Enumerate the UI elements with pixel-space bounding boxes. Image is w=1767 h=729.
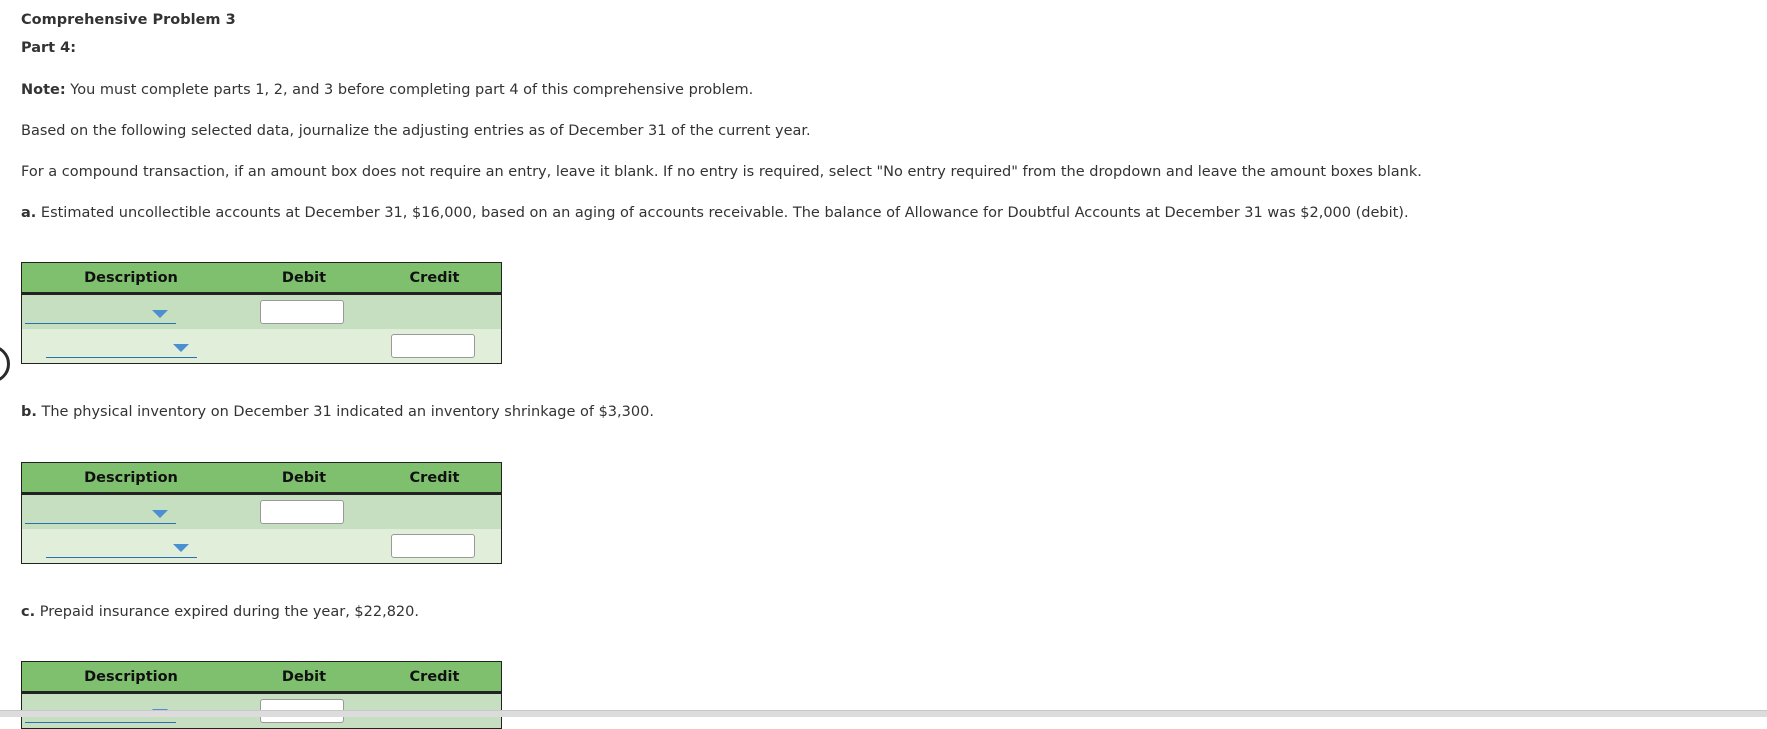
account-dropdown[interactable] xyxy=(25,300,176,324)
instruction-compound: For a compound transaction, if an amount box does not require an entry, leave it blank. If no entry is required, select "No entry required" from the dropdown and leave the amount boxes blank. xyxy=(21,164,1422,180)
account-dropdown[interactable] xyxy=(25,500,176,524)
header-description: Description xyxy=(84,668,178,685)
item-a-label: a. xyxy=(21,205,37,221)
journal-table-b xyxy=(21,462,502,564)
header-debit: Debit xyxy=(281,269,327,286)
header-description: Description xyxy=(84,269,178,286)
item-b xyxy=(21,404,654,420)
item-b-text: The physical inventory on December 31 indicated an inventory shrinkage of $3,300. xyxy=(36,404,654,420)
table-header xyxy=(22,463,501,495)
header-description: Description xyxy=(84,469,178,486)
table-row xyxy=(22,495,501,529)
part-label: Part 4: xyxy=(21,40,77,56)
debit-amount-input[interactable] xyxy=(260,300,344,324)
account-dropdown[interactable] xyxy=(46,534,197,558)
journal-table-c xyxy=(21,661,502,729)
credit-amount-input[interactable] xyxy=(391,334,475,358)
header-credit: Credit xyxy=(409,269,460,286)
note-paragraph xyxy=(21,82,753,98)
horizontal-scrollbar[interactable] xyxy=(0,710,1767,717)
instruction-journalize: Based on the following selected data, journalize the adjusting entries as of December 31 of the current year. xyxy=(21,123,811,139)
dropdown-arrow-icon xyxy=(173,544,189,552)
item-b-label: b. xyxy=(21,404,37,420)
table-row xyxy=(22,295,501,329)
item-c-text: Prepaid insurance expired during the year, $22,820. xyxy=(35,604,419,620)
table-row xyxy=(22,329,501,363)
item-a-text: Estimated uncollectible accounts at December 31, $16,000, based on an aging of accounts receivable. The balance of Allowance for Doubtful Accounts at December 31 was $2,000 (debit). xyxy=(36,205,1409,221)
note-label: Note: xyxy=(21,82,66,98)
problem-title: Comprehensive Problem 3 xyxy=(21,12,236,28)
account-dropdown[interactable] xyxy=(46,334,197,358)
table-header xyxy=(22,662,501,694)
cursor-ring-icon xyxy=(0,345,10,383)
table-row xyxy=(22,529,501,563)
item-a xyxy=(21,205,1409,221)
credit-amount-input[interactable] xyxy=(391,534,475,558)
dropdown-arrow-icon xyxy=(152,310,168,318)
dropdown-arrow-icon xyxy=(173,344,189,352)
header-credit: Credit xyxy=(409,469,460,486)
journal-table-a xyxy=(21,262,502,364)
item-c xyxy=(21,604,419,620)
header-debit: Debit xyxy=(281,668,327,685)
header-debit: Debit xyxy=(281,469,327,486)
debit-amount-input[interactable] xyxy=(260,500,344,524)
note-text: You must complete parts 1, 2, and 3 before completing part 4 of this comprehensive problem. xyxy=(65,82,754,98)
dropdown-arrow-icon xyxy=(152,510,168,518)
item-c-label: c. xyxy=(21,604,36,620)
table-header xyxy=(22,263,501,295)
header-credit: Credit xyxy=(409,668,460,685)
